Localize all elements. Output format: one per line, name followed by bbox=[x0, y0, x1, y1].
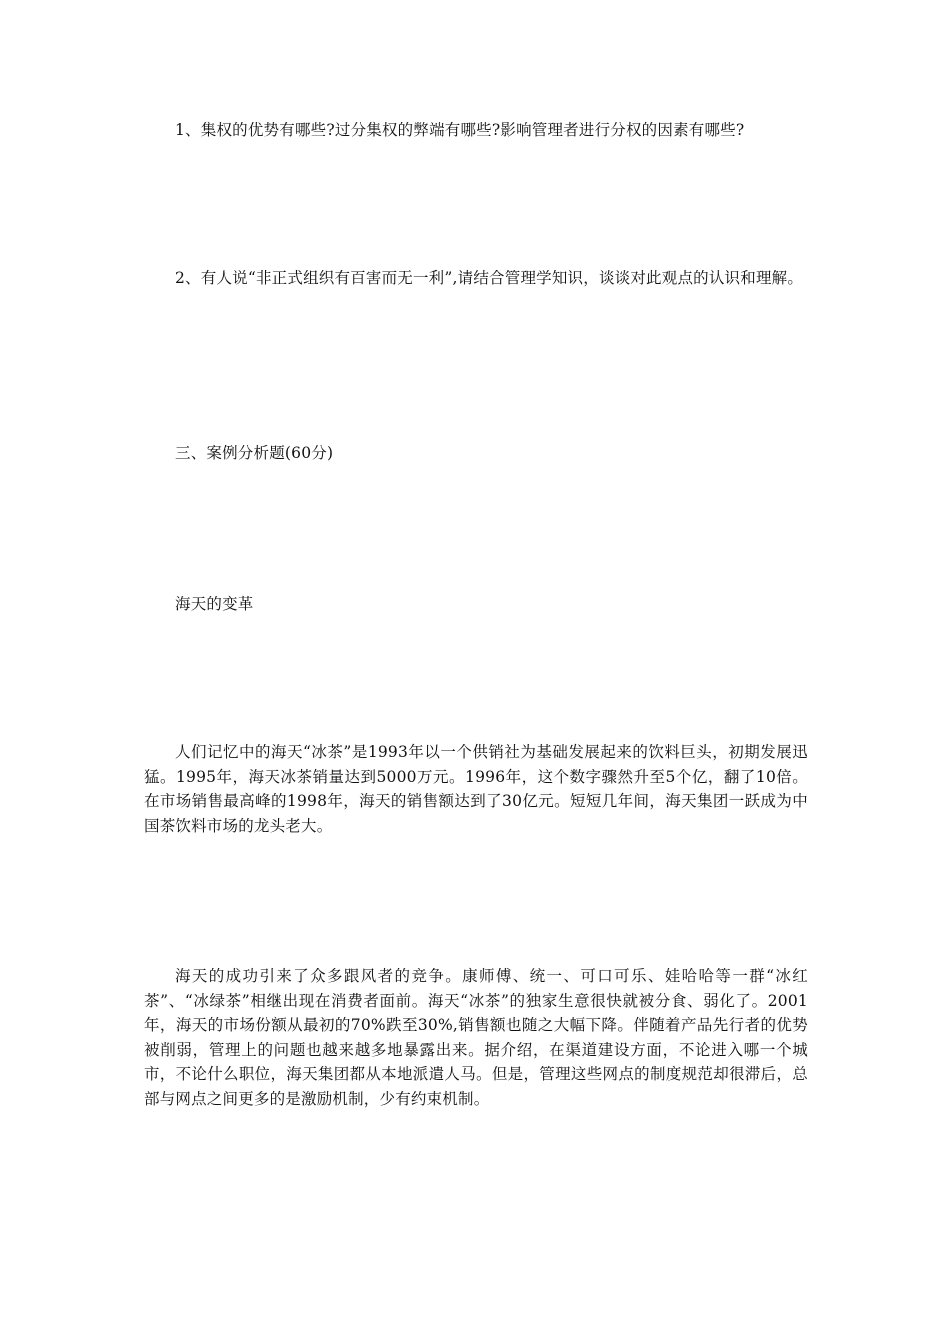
section-heading: 三、案例分析题(60分) bbox=[175, 444, 334, 462]
case-title: 海天的变革 bbox=[175, 595, 254, 613]
question-1: 1、集权的优势有哪些?过分集权的弊端有哪些?影响管理者进行分权的因素有哪些? bbox=[175, 121, 745, 139]
case-paragraph-2: 海天的成功引来了众多跟风者的竞争。康师傅、统一、可口可乐、娃哈哈等一群“冰红茶”、“冰绿茶”相继出现在消费者面前。海天“冰茶”的独家生意很快就被分食、弱化了。2001年，海天的市场份额从最初的70%跌至30%,销售额也随之大幅下降。伴随着产品先行者的优势被削弱，管理上的问题也越来越多地暴露出来。据介绍，在渠道建设方面，不论进入哪一个城市，不论什么职位，海天集团都从本地派遣人马。但是，管理这些网点的制度规范却很滞后，总部与网点之间更多的是激励机制，少有约束机制。 bbox=[144, 967, 808, 1108]
question-2: 2、有人说“非正式组织有百害而无一利”,请结合管理学知识，谈谈对此观点的认识和理解。 bbox=[175, 269, 804, 287]
case-paragraph-1: 人们记忆中的海天“冰茶”是1993年以一个供销社为基础发展起来的饮料巨头，初期发展迅猛。1995年，海天冰茶销量达到5000万元。1996年，这个数字骤然升至5个亿，翻了10倍。在市场销售最高峰的1998年，海天的销售额达到了30亿元。短短几年间，海天集团一跃成为中国茶饮料市场的龙头老大。 bbox=[144, 743, 808, 835]
